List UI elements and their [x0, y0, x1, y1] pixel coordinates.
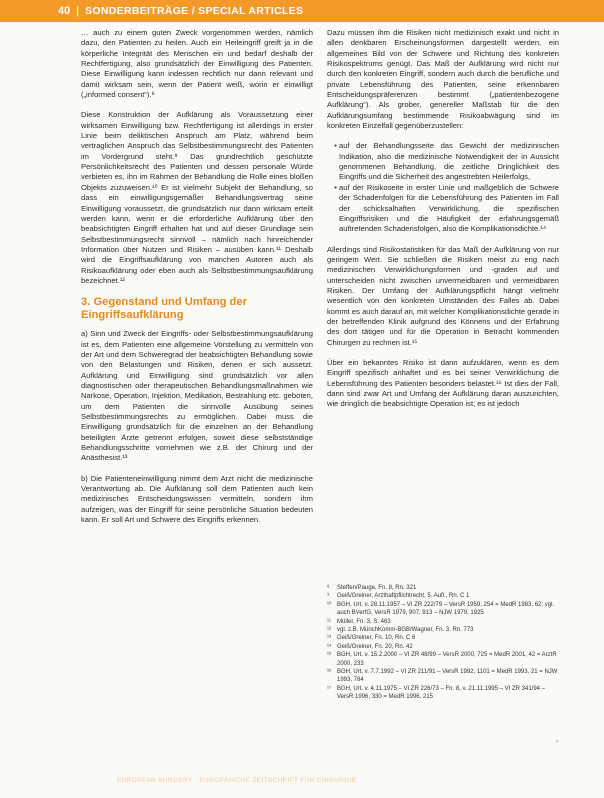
- left-paragraph-4: b) Die Patienteneinwilligung nimmt dem Arzt nicht die medizinische Verantwortung ab. Die Aufklärung soll dem Patienten auch kein medizinisches Entscheidungswissen vermitteln, sondern ihm aufzeigen, was der Eingriff für seine persönliche Situation bedeuten kann. Er soll Art und Schwere des Eingriffs erkennen.: [81, 473, 313, 525]
- page-number: 40: [58, 5, 71, 17]
- section-title: SONDERBEITRÄGE / SPECIAL ARTICLES: [85, 5, 304, 17]
- footnotes: [327, 584, 559, 702]
- left-paragraph-2: Diese Konstruktion der Aufklärung als Voraussetzung einer wirksamen Einwilligung bzw. Rechtfertigung ist allerdings in erster Linie beim deliktischen Anspruch am Platz, während beim vertraglichen Anspruch das Selbstbestimmungsrecht des Patienten im Vordergrund steht.⁹ Das grundrechtlich geschützte Persönlichkeitsrecht des Patienten und dessen personale Würde verbieten es, ihn im Rahmen der Behandlung die Rolle eines bloßen Objekts zuzuweisen.¹⁰ Er ist vielmehr Subjekt der Behandlung, so dass ein einwilligungsgemäßer Behandlungsvertrag seine Einwilligung voraussetzt, die grundsätzlich nur dann wirksam erteilt werden kann, wenn er die erforderliche Aufklärung über den beabsichtigten Eingriff erhalten hat und auf dieser Grundlage sein Selbstbestimmungsrecht sinnvoll – nämlich nach hinreichender Information über Nutzen und Risiken – ausüben kann.¹¹ Deshalb wird die Eingriffsaufklärung von manchen Autoren auch als Risikoaufklärung oder eben auch als Selbstbestimmungsaufklärung bezeichnet.¹²: [81, 110, 313, 285]
- footnote: ¹⁴ Geiß/Greiner, Fn. 20, Rn. 42: [327, 643, 413, 650]
- left-paragraph-1: … auch zu einem guten Zweck vorgenommen werden, nämlich dazu, den Patienten zu heilen. Auch ein Heileingriff greift ja in die körperliche Integrität des Menschen ein und bedarf deshalb der Rechtfertigung, also grundsätzlich der Einwilligung des Patienten. Diese Einwilligung kann indessen rechtlich nur dann relevant und damit wirksam sein, wenn der Patient weiß, worin er einwilligt („informed consent“).⁸: [81, 28, 313, 100]
- bullet-list: [327, 141, 559, 234]
- right-paragraph-1: Dazu müssen ihm die Risiken nicht medizinisch exakt und nicht in allen denkbaren Erscheinungsformen dargestellt werden, ein allgemeines Bild von der Schwere und Richtung des konkreten Risikospektrums genügt. Das Maß der Aufklärung wird nicht nur durch den konkreten Eingriff, sondern auch durch die berufliche und private Lebensführung des Patienten, seine erkennbaren Entscheidungspräferenzen bestimmt („patientenbezogene Aufklärung“). Als grober, genereller Maßstab für die den Aufklärungsumfang bestimmende Risikoabwägung sind im konkreten Einzelfall gegenüberzustellen:: [327, 28, 559, 131]
- page-header: [0, 0, 604, 22]
- header-separator: |: [76, 5, 80, 17]
- bullet-item: • auf der Risikoseite in erster Linie und maßgeblich die Schwere der Schadenfolgen für die Lebensführung des Patienten im Fall der schicksalhaften Verwirklichung, die spezifischen Eingriffsrisiken und die Häufigkeit der erfahrungsgemäß auftretenden Schadensfolgen, also die Komplikationsdichte.¹⁴: [339, 183, 559, 235]
- continue-mark: ›: [556, 739, 558, 745]
- right-column: [327, 28, 559, 420]
- footnote: ¹⁷ BGH, Urt. v. 4.11.1975 – VI ZR 226/73 – Fn. 8, v. 21.11.1995 – VI ZR 341/94 – VersR 1996, 330 = MedR 1996, 215: [327, 685, 546, 701]
- right-paragraph-2: Allerdings sind Risikostatistiken für das Maß der Aufklärung von nur geringem Wert. Sie schließen die Risiken meist zu eng nach medizinischen Verwirklichungsformen und -graden auf und unterscheiden nicht zwischen unvermeidbaren und vermeidbaren Risiken. Der Umfang der Aufklärungspflicht hängt vielmehr wesentlich von den konkreten Umständen des Falles ab. Dabei kommt es auch darauf an, mit welcher Komplikationsdichte gerade in der betreffenden Klinik aufgrund des Könnens und der Erfahrung des dort tätigen und für die Operation in Betracht kommenden Chirurgen zu rechnen ist.¹⁵: [327, 244, 559, 347]
- footnote: ¹⁶ BGH, Urt. v. 7.7.1992 – VI ZR 211/91 – VersR 1992, 1101 = MedR 1993, 21 = NJW 1993, 784: [327, 669, 558, 684]
- footnote: ¹⁵ BGH, Urt. v. 15.2.2000 – VI ZR 48/99 – VersR 2000, 725 = MedR 2001, 42 = ArztR 2000, 233: [327, 652, 557, 667]
- left-column: [81, 28, 313, 535]
- footnote: ⁸ Steffen/Pauge, Fn. 8, Rn. 321: [327, 585, 417, 591]
- section-heading: 3. Gegenstand und Umfang der Eingriffsaufklärung: [81, 296, 247, 322]
- right-paragraph-3: Über ein bekanntes Risiko ist dann aufzuklären, wenn es dem Eingriff spezifisch anhaftet und es bei seiner Verwirklichung die Lebensführung des Patienten besonders belastet.¹⁶ Ist dies der Fall, dann sind zwar Art und Umfang der Aufklärung daran auszurichten, wie dringlich die beabsichtigte Operation ist; es ist jedoch: [327, 357, 559, 409]
- page-footer: EUROPEAN SURGERY · EUROPÄISCHE ZEITSCHRIFT FÜR CHIRURGIE: [117, 777, 357, 784]
- left-paragraph-3: a) Sinn und Zweck der Eingriffs- oder Selbstbestimmungsaufklärung ist es, dem Patienten eine allgemeine Vorstellung zu vermitteln von der Art und dem Schweregrad der beabsichtigten Behandlung sowie von den Belastungen und Risiken, denen er sich aussetzt. Aufklärung und Einwilligung sind grundsätzlich vor allen diagnostischen oder therapeutischen Behandlungsmaßnahmen wie Narkose, Operation, Injektion, Medikation, Bestrahlung etc. geboten, um dem Patienten die sinnvolle Ausübung seines Selbstbestimmungsrechts zu ermöglichen. Dabei muss die Einwilligung grundsätzlich für die einzelnen an der Behandlung beteiligten Ärzte getrennt erfolgen, soweit diese selbstständige Behandlungsschritte vornehmen wie z.B. der Chirurg und der Anästhesist.¹³: [81, 329, 313, 463]
- bullet-item: • auf der Behandlungsseite das Gewicht der medizinischen Indikation, also die medizinische Notwendigkeit der in Aussicht genommenen Behandlung, die zeitliche Dringlichkeit des Eingriffs und die Sicherheit des angestrebten Heilerfolgs,: [339, 141, 559, 182]
- footnote: ¹¹ Müller, Fn. 3, S. 463: [327, 618, 391, 625]
- footnote: ¹⁰ BGH, Urt. v. 28.11.1957 – VI ZR 222/79 – VersR 1959, 254 = MedR 1983, 62; vgl. auch BVerfG, VersR 1979, 907, 913 – NJW 1979, 1925: [327, 601, 555, 617]
- footnote: ¹² vgl. z.B. MünchKomm-BGB/Wagner, Fn. 3, Rn. 773: [327, 627, 474, 634]
- footnote: ⁹ Geiß/Greiner, Arzthaftpflichtrecht, 5. Aufl., Rn. C 1: [327, 593, 470, 600]
- footnote: ¹³ Geiß/Greiner, Fn. 10, Rn. C 6: [327, 635, 416, 642]
